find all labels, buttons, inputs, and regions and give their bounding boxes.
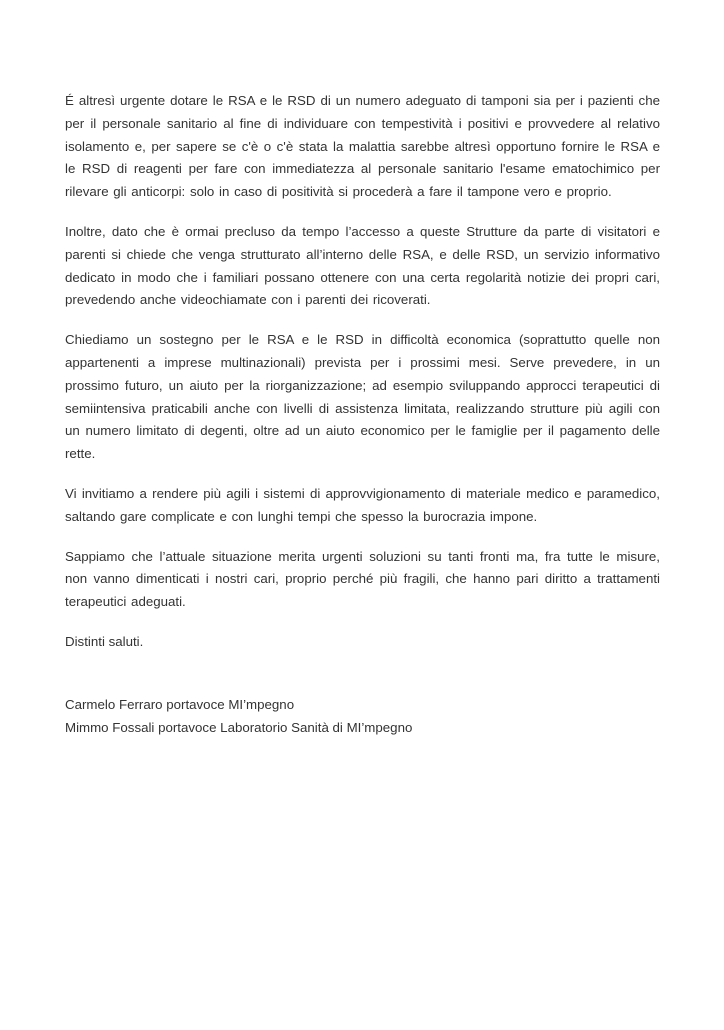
- signature-line-carmelo-ferraro: Carmelo Ferraro portavoce MI’mpegno: [65, 696, 295, 712]
- body-paragraph-approvvigionamento: Vi invitiamo a rendere più agili i sistemi di approvvigionamento di materiale medico e paramedico, saltando gare complicate e con lunghi tempi che spesso la burocrazia impone.: [65, 485, 660, 524]
- closing-salutation: Distinti saluti.: [65, 633, 144, 649]
- body-paragraph-conclusione: Sappiamo che l’attuale situazione merita urgenti soluzioni su tanti fronti ma, fra tutte le misure, non vanno dimenticati i nostri cari, proprio perché più fragili, che hanno pari diritto a trattamenti terapeutici adeguati.: [65, 548, 660, 610]
- signature-block: [65, 694, 660, 740]
- signature-line-mimmo-fossali: Mimmo Fossali portavoce Laboratorio Sanità di MI’mpegno: [65, 719, 413, 735]
- body-paragraph-sostegno-economico: Chiediamo un sostegno per le RSA e le RSD in difficoltà economica (soprattutto quelle non appartenenti a imprese multinazionali) prevista per i prossimi mesi. Serve prevedere, in un prossimo futuro, un aiuto per la riorganizzazione; ad esempio sviluppando approcci terapeutici di semiintensiva praticabili anche con livelli di assistenza limitata, realizzando strutture più agili con un numero limitato di degenti, oltre ad un aiuto economico per le famiglie per il pagamento delle rette.: [65, 332, 660, 462]
- body-paragraph-servizio-informativo: Inoltre, dato che è ormai precluso da tempo l’accesso a queste Strutture da parte di visitatori e parenti si chiede che venga strutturato all’interno delle RSA, e delle RSD, un servizio informativo dedicato in modo che i familiari possano ottenere con una certa regolarità notizie dei propri cari, prevedendo anche videochiamate con i parenti dei ricoverati.: [65, 223, 660, 308]
- body-paragraph-tamponi: É altresì urgente dotare le RSA e le RSD di un numero adeguato di tamponi sia per i pazienti che per il personale sanitario al fine di individuare con tempestività i positivi e provvedere al relativo isolamento e, per sapere se c'è o c'è stata la malattia sarebbe altresì opportuno fornire le RSA e le RSD di reagenti per fare con immediatezza al personale sanitario l'esame ematochimico per rilevare gli anticorpi: solo in caso di positività si procederà a fare il tampone vero e proprio.: [65, 93, 660, 200]
